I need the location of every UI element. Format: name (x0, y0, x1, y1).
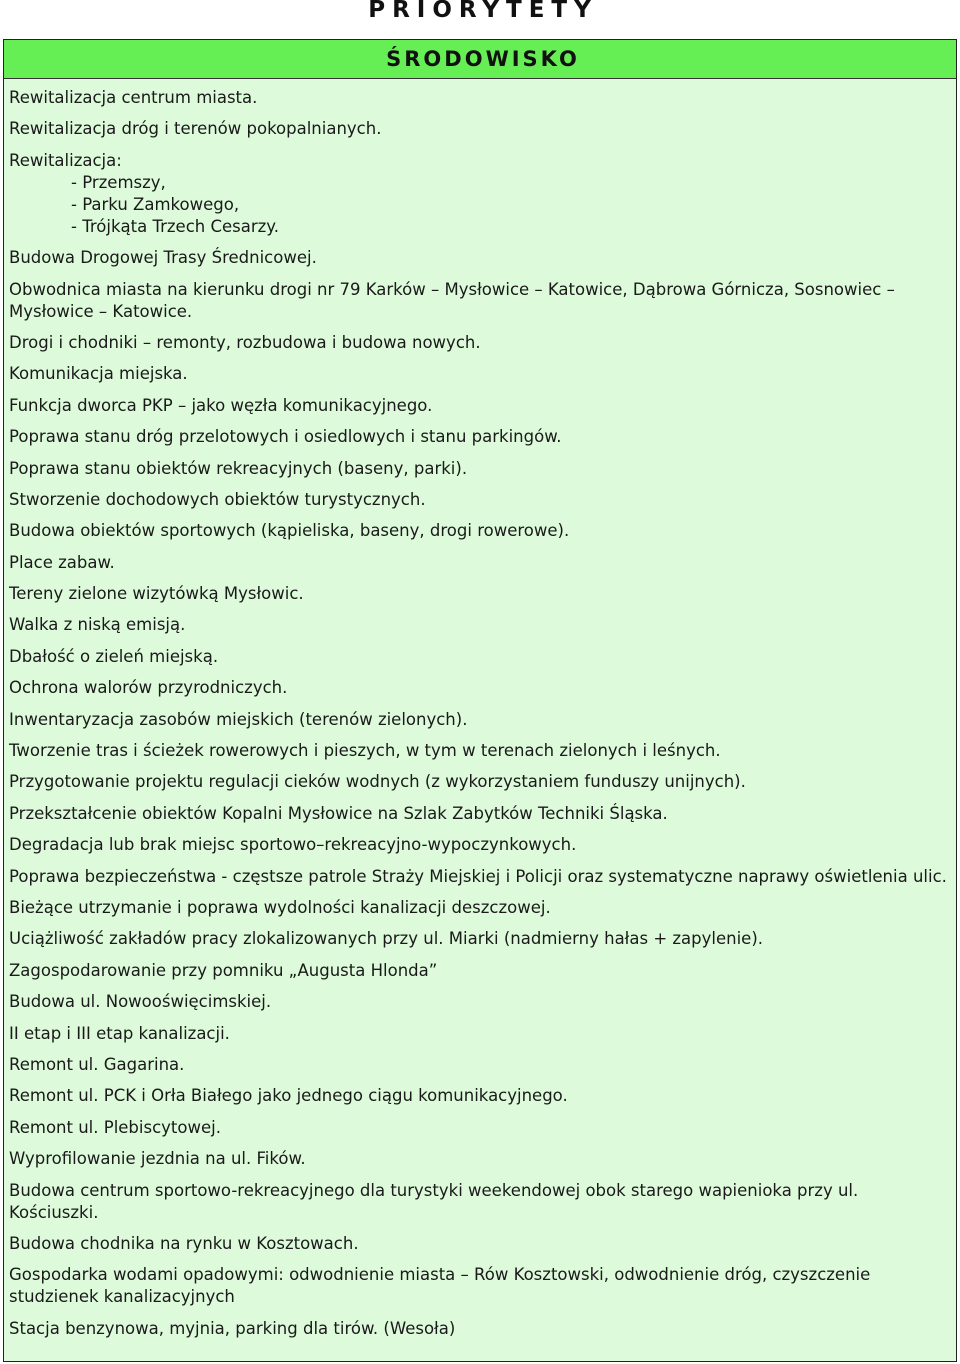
list-item: Remont ul. PCK i Orła Białego jako jednego ciągu komunikacyjnego. (9, 1086, 568, 1106)
list-item: Uciążliwość zakładów pracy zlokalizowanych przy ul. Miarki (nadmierny hałas + zapylenie). (9, 929, 764, 949)
list-item: Poprawa stanu obiektów rekreacyjnych (baseny, parki). (9, 458, 468, 478)
list-item: Przekształcenie obiektów Kopalni Mysłowice na Szlak Zabytków Techniki Śląska. (9, 803, 668, 823)
list-item: Rewitalizacja dróg i terenów pokopalnianych. (9, 119, 382, 139)
list-item: Budowa obiektów sportowych (kąpieliska, baseny, drogi rowerowe). (9, 521, 570, 541)
list-item: Wyprofilowanie jezdnia na ul. Fików. (9, 1149, 306, 1169)
list-subitem: - Przemszy, (71, 172, 166, 192)
list-item: Walka z niską emisją. (9, 615, 186, 635)
list-item: Komunikacja miejska. (9, 364, 188, 384)
list-item: Stworzenie dochodowych obiektów turystycznych. (9, 489, 426, 509)
list-item: Ochrona walorów przyrodniczych. (9, 678, 288, 698)
list-item: Degradacja lub brak miejsc sportowo–rekreacyjno-wypoczynkowych. (9, 835, 577, 855)
list-item: Funkcja dworca PKP – jako węzła komunikacyjnego. (9, 395, 433, 415)
list-item: Remont ul. Gagarina. (9, 1054, 185, 1074)
list-item: Budowa ul. Nowooświęcimskiej. (9, 992, 272, 1012)
list-item: Bieżące utrzymanie i poprawa wydolności kanalizacji deszczowej. (9, 897, 551, 917)
section-header (4, 40, 956, 79)
list-item: Budowa chodnika na rynku w Kosztowach. (9, 1233, 359, 1253)
list-item: Budowa Drogowej Trasy Średnicowej. (9, 248, 317, 268)
list-subitem: - Parku Zamkowego, (71, 194, 240, 214)
list-item: Tworzenie tras i ścieżek rowerowych i pieszych, w tym w terenach zielonych i leśnych. (9, 741, 721, 761)
list-item: Przygotowanie projektu regulacji cieków wodnych (z wykorzystaniem funduszy unijnych). (9, 772, 746, 792)
list-item: Place zabaw. (9, 552, 115, 572)
section-title: ŚRODOWISKO (386, 47, 580, 71)
list-item: Drogi i chodniki – remonty, rozbudowa i budowa nowych. (9, 332, 481, 352)
list-item: Gospodarka wodami opadowymi: odwodnienie miasta – Rów Kosztowski, odwodnienie dróg, czyszczenie studzienek kanalizacyjnych (9, 1265, 871, 1307)
list-item: Zagospodarowanie przy pomniku „Augusta Hlonda” (9, 960, 438, 980)
page-heading: PRIORYTETY (368, 0, 598, 23)
list-item: Poprawa stanu dróg przelotowych i osiedlowych i stanu parkingów. (9, 427, 562, 447)
list-item: II etap i III etap kanalizacji. (9, 1023, 230, 1043)
list-item: Stacja benzynowa, myjnia, parking dla tirów. (Wesoła) (9, 1318, 456, 1338)
list-item: Poprawa bezpieczeństwa - częstsze patrole Straży Miejskiej i Policji oraz systematyczne naprawy oświetlenia ulic. (9, 866, 947, 886)
list-item: Dbałość o zieleń miejską. (9, 646, 219, 666)
list-item: Obwodnica miasta na kierunku drogi nr 79 Karków – Mysłowice – Katowice, Dąbrowa Górnicza, Sosnowiec – Mysłowice – Katowice. (9, 279, 895, 321)
list-item: Tereny zielone wizytówką Mysłowic. (9, 584, 304, 604)
priority-list (4, 87, 956, 1340)
list-item: Inwentaryzacja zasobów miejskich (terenów zielonych). (9, 709, 468, 729)
list-item: Remont ul. Plebiscytowej. (9, 1117, 221, 1137)
list-item: Rewitalizacja centrum miasta. (9, 88, 258, 107)
priority-table (3, 39, 957, 1362)
list-item: Rewitalizacja: (9, 150, 122, 170)
list-item: Budowa centrum sportowo-rekreacyjnego dla turystyki weekendowej obok starego wapienioka przy ul. Kościuszki. (9, 1180, 859, 1222)
list-subitem: - Trójkąta Trzech Cesarzy. (71, 216, 279, 236)
